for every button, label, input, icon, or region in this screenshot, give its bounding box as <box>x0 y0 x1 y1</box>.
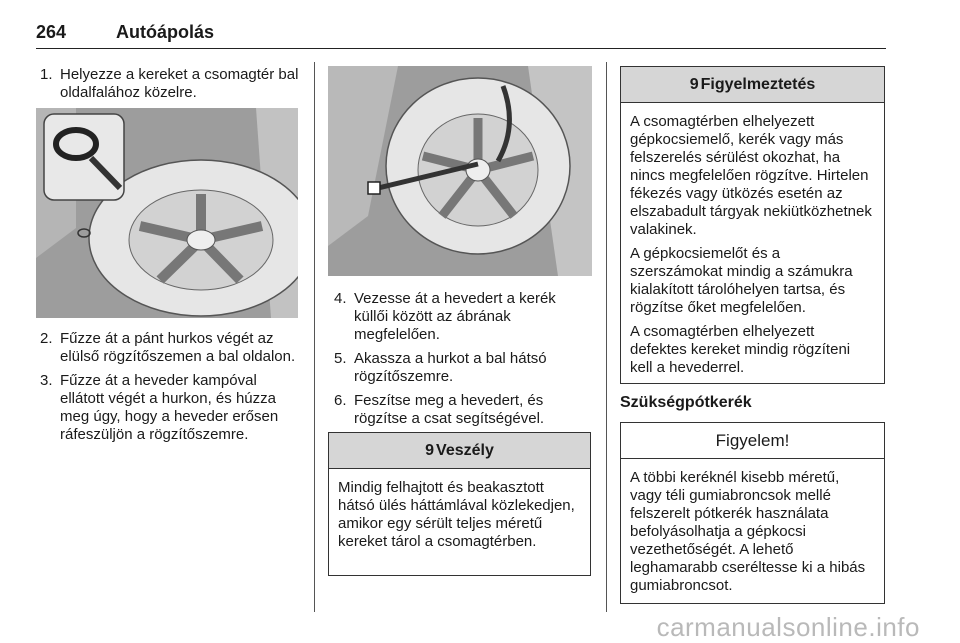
step-number: 6. <box>334 392 347 409</box>
caution-box-text: A többi keréknél kisebb méretű, vagy téli gumiabroncsok mellé felszerelt pótkerék használata befolyásolhatja a gépkocsi vezethetőségét. A lehető leghamarabb cseréltesse ki a hibás gumiabroncsot. <box>630 469 866 594</box>
warning-box-body <box>621 103 884 391</box>
caution-box <box>620 422 885 604</box>
column-2-steps <box>334 290 590 434</box>
step-text: Vezesse át a hevedert a kerék küllői között az ábrának megfelelően. <box>354 290 556 343</box>
warning-paragraph-2: A gépkocsiemelőt és a szerszámokat mindig a számukra kialakított tárolóhelyen tartsa, és rögzítse őket megfelelően. <box>630 245 853 316</box>
step-text: Fűzze át a pánt hurkos végét az elülső rögzítőszemen a bal oldalon. <box>60 330 296 365</box>
caution-box-body <box>621 459 884 609</box>
column-1-bottom <box>40 330 302 450</box>
warning-triangle-icon: 9 <box>689 76 699 93</box>
step-number: 5. <box>334 350 347 367</box>
strap-routing-illustration <box>328 66 592 276</box>
section-title: Autóápolás <box>116 22 215 42</box>
danger-box <box>328 432 591 576</box>
column-divider-2 <box>606 62 607 612</box>
subheading: Szükségpótkerék <box>620 394 752 411</box>
column-divider-1 <box>314 62 315 612</box>
warning-box-title: Figyelmeztetés <box>700 76 816 93</box>
step-text: Feszítse meg a hevedert, és rögzítse a csat segítségével. <box>354 392 545 427</box>
step-text: Fűzze át a heveder kampóval ellátott végét a hurkon, és húzza meg úgy, hogy a heveder erősen ráfeszüljön a rögzítőszemre. <box>60 372 279 443</box>
warning-paragraph-1: A csomagtérben elhelyezett gépkocsiemelő, kerék vagy más felszerelés sérülést okozhat, ha nincs megfelelően rögzítve. Hirtelen fékezés vagy ütközés esetén az elszabadult tárgyak nekiütközhetnek valakinek. <box>630 113 872 238</box>
figure-wheel-placement <box>36 108 298 318</box>
step-number: 4. <box>334 290 347 307</box>
step-1 <box>40 66 302 102</box>
warning-box <box>620 66 885 384</box>
step-text: Helyezze a kereket a csomagtér bal oldalfalához közelre. <box>60 66 299 101</box>
warning-paragraph-3: A csomagtérben elhelyezett defektes kereket mindig rögzíteni kell a hevederrel. <box>630 323 851 376</box>
wheel-placement-illustration <box>36 108 298 318</box>
warning-triangle-icon: 9 <box>425 442 435 459</box>
danger-box-body <box>329 469 590 565</box>
watermark: carmanualsonline.info <box>656 612 920 642</box>
danger-box-header <box>329 433 590 469</box>
danger-box-title: Veszély <box>436 442 494 459</box>
step-2 <box>40 330 302 366</box>
step-4 <box>334 290 590 344</box>
step-3 <box>40 372 302 444</box>
page-header <box>36 18 886 49</box>
page-number: 264 <box>36 22 67 42</box>
step-number: 2. <box>40 330 53 347</box>
step-5 <box>334 350 590 386</box>
column-1-top <box>40 66 302 108</box>
step-number: 1. <box>40 66 53 83</box>
danger-box-text: Mindig felhajtott és beakasztott hátsó ülés háttámlával közlekedjen, amikor egy sérült teljes méretű kereket tárol a csomagtérben. <box>338 479 575 550</box>
caution-box-header: Figyelem! <box>621 423 884 459</box>
figure-strap-routing <box>328 66 592 276</box>
warning-box-header <box>621 67 884 103</box>
step-number: 3. <box>40 372 53 389</box>
step-6 <box>334 392 590 428</box>
step-text: Akassza a hurkot a bal hátsó rögzítőszemre. <box>354 350 547 385</box>
